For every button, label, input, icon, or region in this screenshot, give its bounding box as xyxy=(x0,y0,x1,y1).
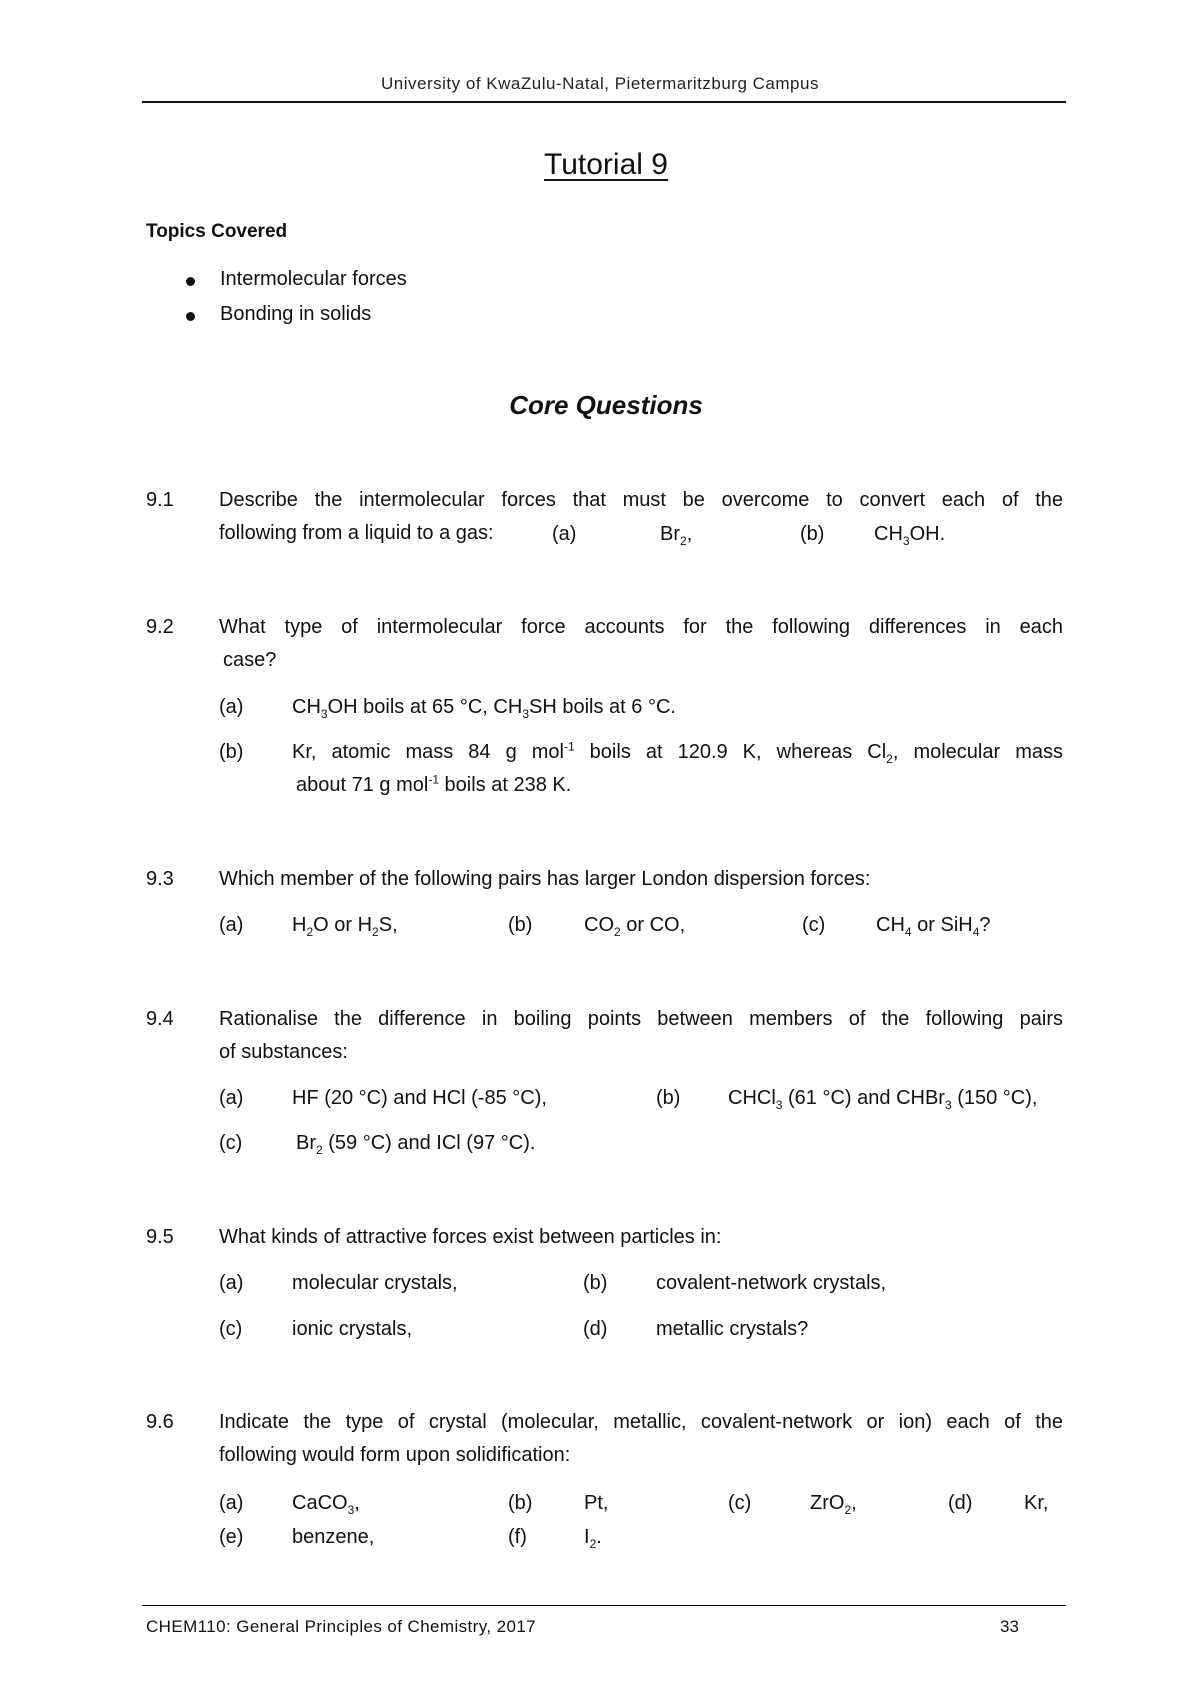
bullet-icon xyxy=(186,277,195,286)
option-label: (a) xyxy=(219,1492,244,1514)
page-header: University of KwaZulu-Natal, Pietermaritzburg Campus xyxy=(381,74,819,93)
footer-course: CHEM110: General Principles of Chemistry, 2017 xyxy=(146,1617,537,1636)
option-text: about 71 g mol$^{-1}$ boils at 238 K. xyxy=(296,772,572,796)
option-text: HF (20 °C) and HCl (-85 °C), xyxy=(292,1087,547,1109)
option-text: $CH_3OH$. xyxy=(874,523,946,548)
option-text: Kr, atomic mass 84 g mol$^{-1}$ boils at 120.9 K, whereas $Cl_2$, molecular mass xyxy=(292,739,1063,766)
option-label: (b) xyxy=(583,1272,608,1294)
option-label: (a) xyxy=(219,914,244,936)
option-label: (b) xyxy=(656,1087,681,1109)
option-label: (a) xyxy=(219,1087,244,1109)
header-rule xyxy=(142,101,1066,103)
option-label: (d) xyxy=(948,1492,973,1514)
option-label: (b) xyxy=(800,523,825,545)
option-text: benzene, xyxy=(292,1526,375,1548)
option-label: (b) xyxy=(508,1492,533,1514)
option-text: Kr, xyxy=(1024,1492,1049,1514)
question-text: case? xyxy=(223,649,277,671)
question-text: Which member of the following pairs has larger London dispersion forces: xyxy=(219,868,871,890)
footer-rule xyxy=(142,1605,1066,1606)
question-text: Describe the intermolecular forces that must be overcome to convert each of the xyxy=(219,489,1063,511)
option-text: $CH_3OH$ boils at 65 °C, $CH_3SH$ boils at 6 °C. xyxy=(292,696,676,721)
question-text: What type of intermolecular force accounts for the following differences in each xyxy=(219,616,1063,638)
option-text: $Br_2$ (59 °C) and ICl (97 °C). xyxy=(296,1132,536,1157)
question-text: Rationalise the difference in boiling points between members of the following pairs xyxy=(219,1008,1063,1030)
option-text: metallic crystals? xyxy=(656,1318,809,1340)
option-label: (f) xyxy=(508,1526,527,1548)
option-text: CHCl$_3$ (61 °C) and CHBr$_3$ (150 °C), xyxy=(728,1087,1038,1112)
option-text: $Br_2$, xyxy=(660,523,693,548)
option-text: molecular crystals, xyxy=(292,1272,458,1294)
topic-item-label: Bonding in solids xyxy=(220,303,372,325)
question-text: following from a liquid to a gas: xyxy=(219,522,494,544)
question-text: Indicate the type of crystal (molecular, metallic, covalent-network or ion) each of the xyxy=(219,1411,1063,1433)
option-text: Pt, xyxy=(584,1492,609,1514)
option-label: (a) xyxy=(219,1272,244,1294)
question-number: 9.4 xyxy=(146,1008,174,1030)
topics-heading: Topics Covered xyxy=(146,221,288,242)
question-text: following would form upon solidification: xyxy=(219,1444,571,1466)
option-label: (b) xyxy=(508,914,533,936)
option-text: $H_2O$ or $H_2S$, xyxy=(292,914,398,939)
section-heading: Core Questions xyxy=(509,390,703,420)
option-text: ionic crystals, xyxy=(292,1318,413,1340)
option-text: ZrO$_2$, xyxy=(810,1492,857,1517)
topic-item-label: Intermolecular forces xyxy=(220,268,407,290)
question-text: of substances: xyxy=(219,1041,348,1063)
question-text: What kinds of attractive forces exist between particles in: xyxy=(219,1226,722,1248)
option-label: (b) xyxy=(219,741,244,763)
option-label: (d) xyxy=(583,1318,608,1340)
option-label: (a) xyxy=(219,696,244,718)
option-label: (e) xyxy=(219,1526,244,1548)
question-number: 9.5 xyxy=(146,1226,174,1248)
question-number: 9.6 xyxy=(146,1411,174,1433)
option-text: $CO_2$ or CO, xyxy=(584,914,686,939)
option-label: (c) xyxy=(728,1492,752,1514)
option-text: CaCO$_3$, xyxy=(292,1492,360,1517)
question-number: 9.1 xyxy=(146,489,174,511)
page-title-text: Tutorial 9 xyxy=(544,148,668,181)
option-label: (c) xyxy=(219,1132,243,1154)
page-title xyxy=(0,148,1200,182)
question-number: 9.3 xyxy=(146,868,174,890)
bullet-icon xyxy=(186,312,195,321)
option-text: $I_2$. xyxy=(584,1526,602,1551)
option-label: (c) xyxy=(219,1318,243,1340)
option-text: covalent-network crystals, xyxy=(656,1272,887,1294)
option-label: (c) xyxy=(802,914,826,936)
question-number: 9.2 xyxy=(146,616,174,638)
option-text: $CH_4$ or SiH$_4$? xyxy=(876,914,991,939)
option-label: (a) xyxy=(552,523,577,545)
page-number: 33 xyxy=(1000,1617,1019,1636)
